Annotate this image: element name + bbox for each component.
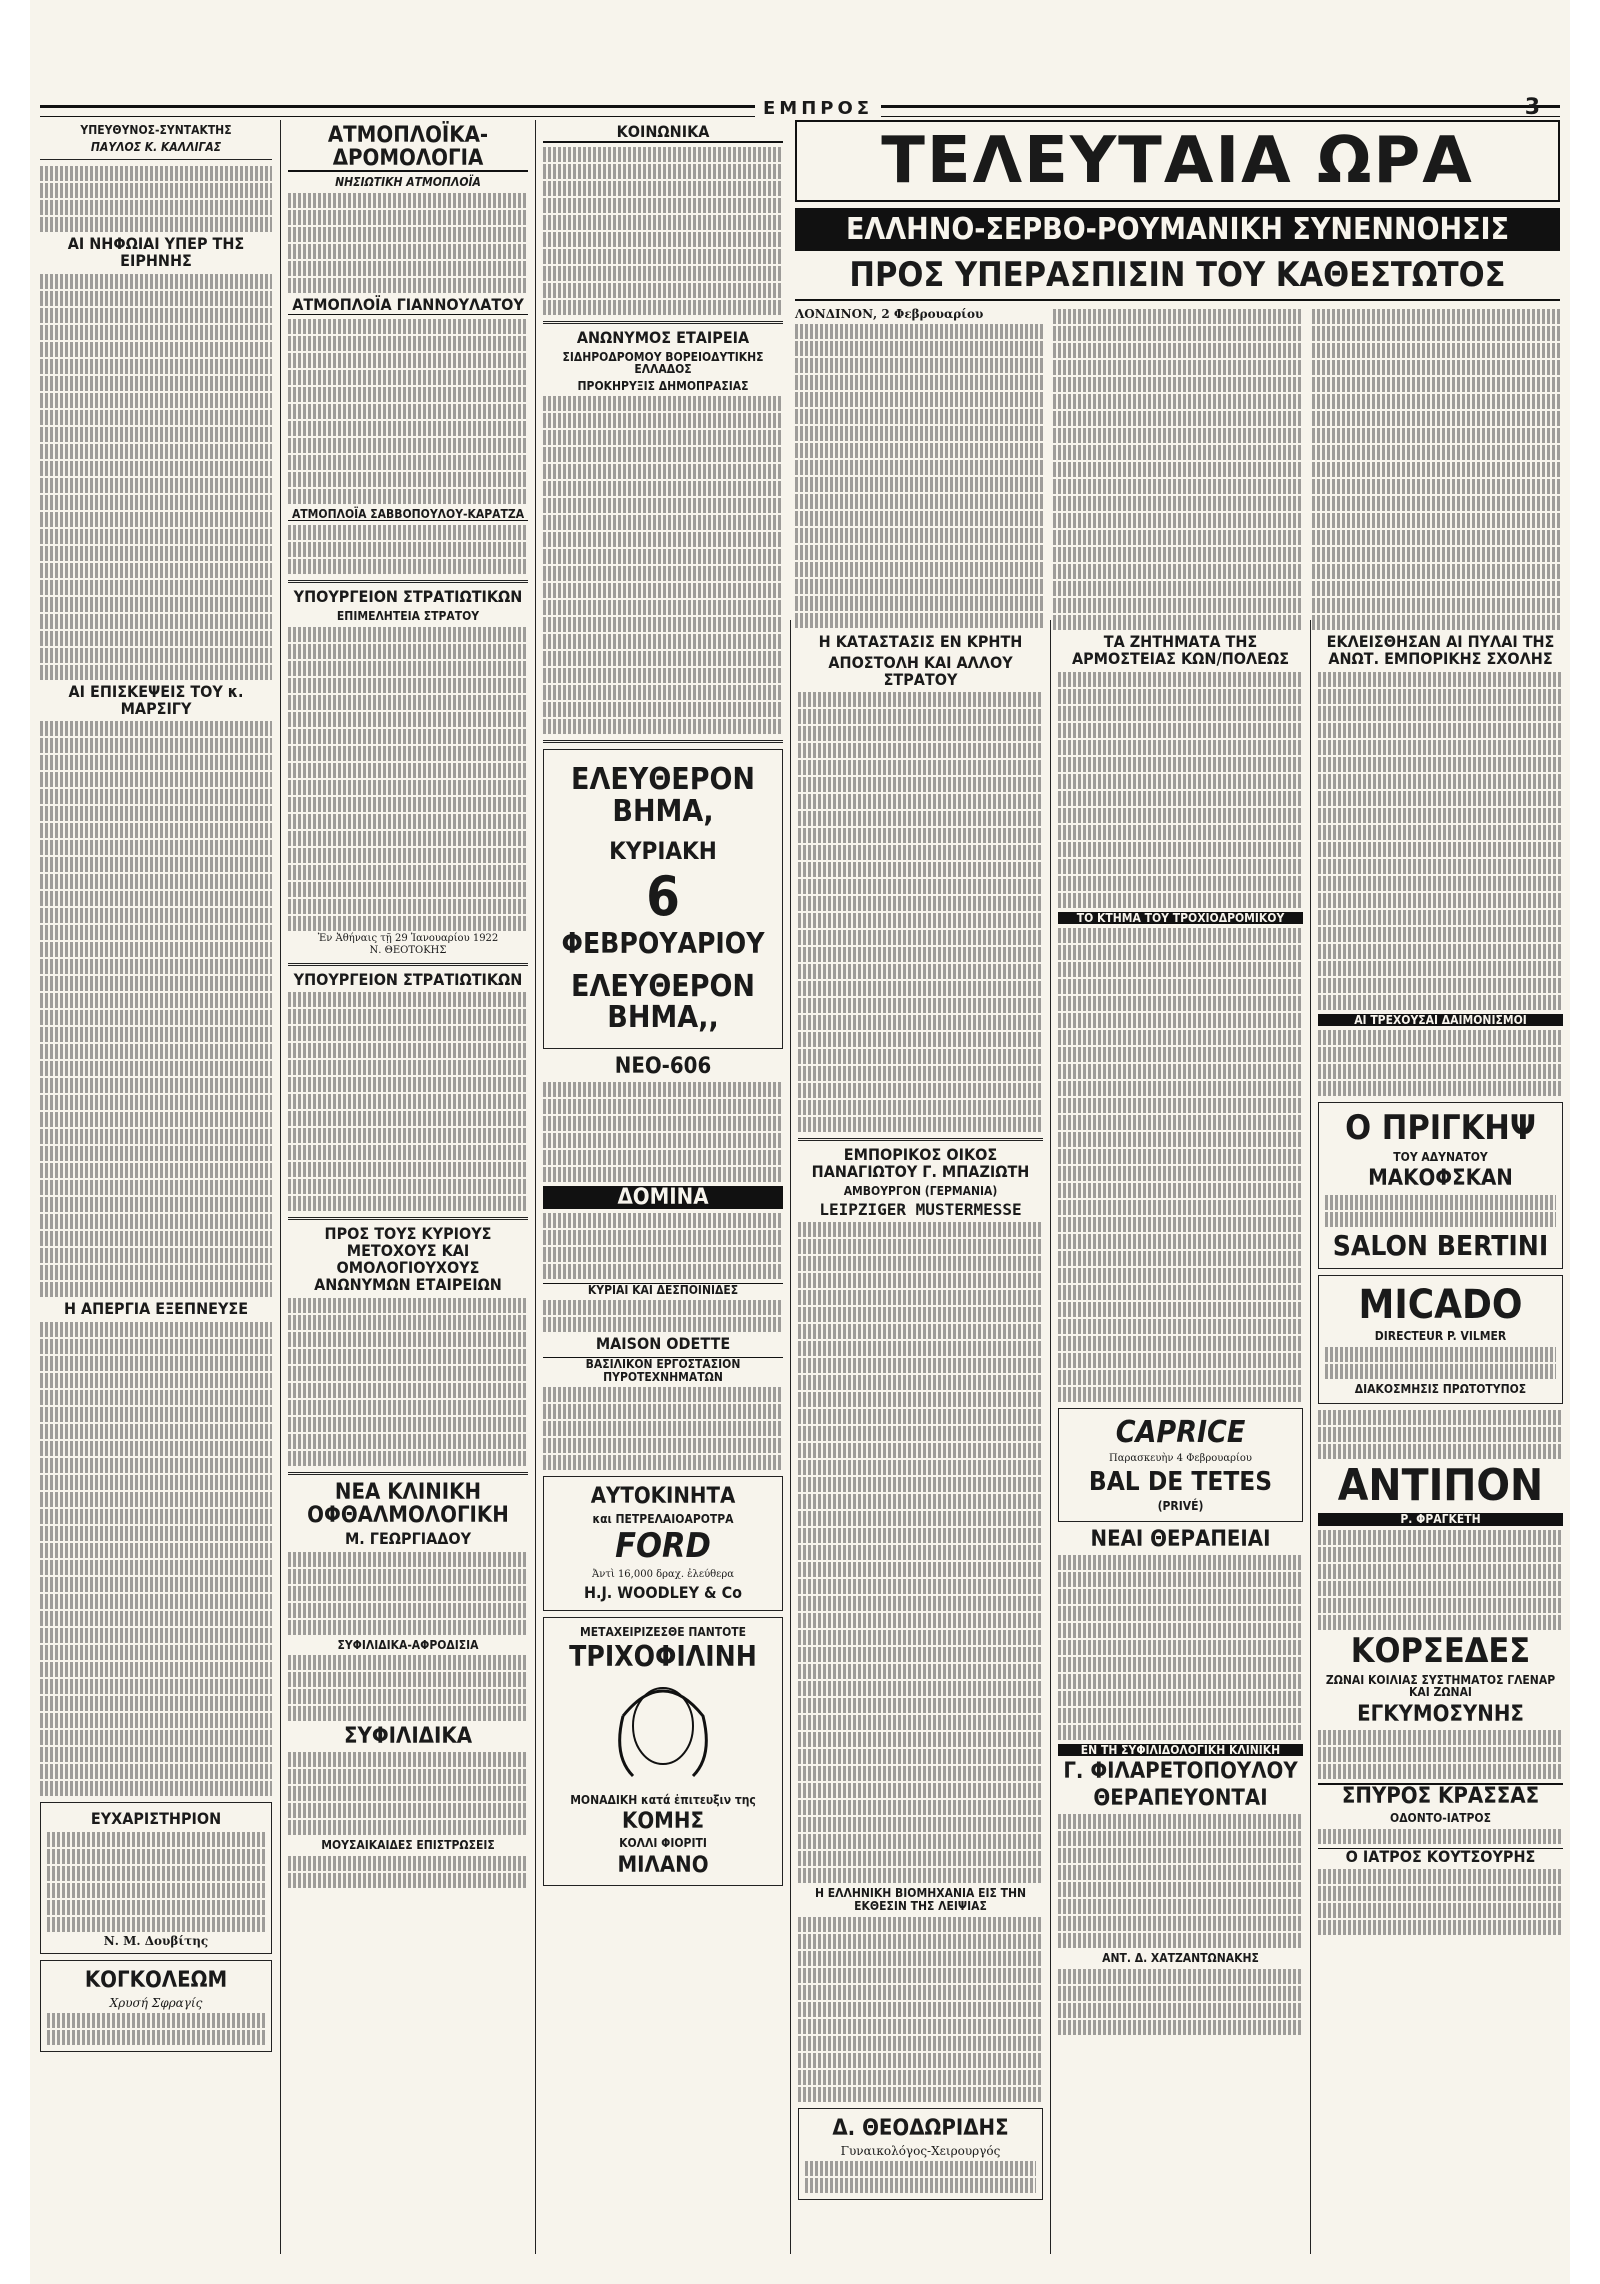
- article-text: [1318, 1869, 1563, 1935]
- ad-cognac: ΚΟΓΚΟΛΕΩΜ: [84, 1967, 228, 1993]
- article-text: [1318, 1530, 1563, 1630]
- ad-krassas: ΣΠΥΡΟΣ ΚΡΑΣΣΑΣ: [1318, 1783, 1563, 1808]
- column-2: [288, 120, 528, 2254]
- ad-cognac-sub: Χρυσή Σφραγίς: [109, 1996, 203, 2011]
- headline-strike: Η ΑΠΕΡΓΙΑ ΕΞΕΠΝΕΥΣΕ: [63, 1299, 249, 1319]
- subhead-ministry: ΕΠΙΜΕΛΗΤΕΙΑ ΣΤΡΑΤΟΥ: [336, 608, 480, 623]
- article-text: [1318, 1829, 1563, 1844]
- headline-ministry: ΥΠΟΥΡΓΕΙΟΝ ΣΤΡΑΤΙΩΤΙΚΩΝ: [293, 587, 523, 607]
- article-text: [1325, 1195, 1556, 1227]
- ad-hair-komis: ΚΟΜΗΣ: [622, 1809, 704, 1835]
- headline-shipping: ΑΤΜΟΠΛΟΪΚΑ-ΔΡΟΜΟΛΟΓΙΑ: [288, 124, 528, 172]
- headline-giannoulatou: ΑΤΜΟΠΛΟΪΑ ΓΙΑΝΝΟΥΛΑΤΟΥ: [288, 297, 528, 315]
- ad-vima-title: ΕΛΕΥΘΕΡΟΝ ΒΗΜΑ,: [571, 762, 755, 829]
- ad-syphilis: ΣΥΦΙΛΙΔΙΚΑ: [343, 1724, 473, 1750]
- ad-ford: FORD: [615, 1526, 711, 1567]
- ad-prive: (PRIVÉ): [1157, 1498, 1204, 1513]
- ad-mosaics: ΜΟΥΣΑΙΚΑΙΔΕΣ ΕΠΙΣΤΡΩΣΕΙΣ: [321, 1838, 495, 1853]
- article-text: [40, 1322, 272, 1796]
- ad-chatzantonakis: ΑΝΤ. Δ. ΧΑΤΖΑΝΤΩΝΑΚΗΣ: [1102, 1951, 1259, 1966]
- article-text: [288, 525, 528, 574]
- ad-vima-title-2: ΕΛΕΥΘΕΡΟΝ ΒΗΜΑ,,: [571, 968, 755, 1036]
- ad-vima-number: 6: [646, 864, 680, 928]
- article-text: [288, 1552, 528, 1635]
- article-text: [288, 319, 528, 504]
- article-text: [1058, 1814, 1303, 1948]
- ad-vima-day: ΚΥΡΙΑΚΗ: [609, 837, 717, 866]
- column-5: [1058, 630, 1303, 2254]
- column-rule: [790, 620, 791, 2254]
- subhead-hamburg: ΑΜΒΟΥΡΓΟΝ (ΓΕΡΜΑΝΙΑ): [843, 1183, 998, 1198]
- notice-signature: Ν. ΘΕΟΤΟΚΗΣ: [369, 944, 447, 956]
- article-text: [798, 1917, 1043, 2102]
- ad-koutsouris: Ο ΙΑΤΡΟΣ ΚΟΥΤΣΟΥΡΗΣ: [1318, 1848, 1563, 1866]
- ad-maison-odette: MAISON ODETTE: [595, 1334, 731, 1354]
- article-text: [1058, 928, 1303, 1402]
- newspaper-page: [30, 0, 1570, 2284]
- subhead-shipping: ΝΗΣΙΩΤΙΚΗ ΑΤΜΟΠΛΟΪΑ: [335, 175, 481, 190]
- article-text: [1058, 1969, 1303, 2035]
- subhead-auction: ΠΡΟΚΗΡΥΞΙΣ ΔΗΜΟΠΡΑΣΙΑΣ: [577, 378, 749, 393]
- ad-vima-month: ΦΕΒΡΟΥΑΡΙΟΥ: [561, 927, 765, 961]
- ad-antipon: ΑΝΤΙΠΟΝ: [1337, 1460, 1544, 1512]
- article-text: [1053, 309, 1301, 630]
- ad-cars: ΑΥΤΟΚΙΝΗΤΑ: [590, 1484, 736, 1510]
- headline-treated: ΘΕΡΑΠΕΥΟΝΤΑΙ: [1093, 1786, 1268, 1812]
- article-text: [47, 1832, 265, 1932]
- headline-tram: ΤΟ ΚΤΗΜΑ ΤΟΥ ΤΡΟΧΙΟΔΡΟΜΙΚΟΥ: [1058, 912, 1303, 925]
- article-text: [543, 1387, 783, 1470]
- banner-last-hour: ΤΕΛΕΥΤΑΙΑ ΩΡΑ: [795, 120, 1560, 202]
- subhead-status-quo: ΠΡΟΣ ΥΠΕΡΑΣΠΙΣΙΝ ΤΟΥ ΚΑΘΕΣΤΩΤΟΣ: [795, 251, 1560, 301]
- article-text: [288, 193, 528, 293]
- ad-krassas-sub: ΟΔΟΝΤΟ-ΙΑΤΡΟΣ: [1390, 1810, 1491, 1825]
- article-text: [798, 1222, 1043, 1883]
- ad-theodoridis-sub: Γυναικολόγος-Χειρουργός: [840, 2143, 1001, 2158]
- ad-tractors: και ΠΕΤΡΕΛΑΙΟΑΡΟΤΡΑ: [592, 1511, 734, 1526]
- story-dateline: ΛΟΝΔΙΝΟΝ, 2 Φεβρουαρίου: [795, 307, 984, 321]
- ad-caprice-date: Παρασκευὴν 4 Φεβρουαρίου: [1108, 1452, 1253, 1464]
- column-1: [40, 120, 272, 2254]
- article-text: [543, 1213, 783, 1279]
- article-text: [543, 1082, 783, 1182]
- ad-eye-clinic: ΝΕΑ ΚΛΙΝΙΚΗ ΟΦΘΑΛΜΟΛΟΓΙΚΗ: [307, 1479, 509, 1528]
- headline-peace: ΑΙ ΝΗΦΩΙΑΙ ΥΠΕΡ ΤΗΣ ΕΙΡΗΝΗΣ: [67, 234, 245, 270]
- ad-theodoridis: Δ. ΘΕΟΔΩΡΙΔΗΣ: [832, 2115, 1009, 2141]
- headline-ministry-2: ΥΠΟΥΡΓΕΙΟΝ ΣΤΡΑΤΙΩΤΙΚΩΝ: [293, 969, 523, 989]
- ad-woodley: H.J. WOODLEY & Co: [583, 1582, 743, 1602]
- headline-savvopoulou: ΑΤΜΟΠΛΟΪΑ ΣΑΒΒΟΠΟΥΛΟΥ-ΚΑΡΑΤΖΑ: [288, 508, 528, 522]
- headline-industry: Η ΕΛΛΗΝΙΚΗ ΒΙΟΜΗΧΑΝΙΑ ΕΙΣ ΤΗΝ ΕΚΘΕΣΙΝ ΤΗΣ ΛΕΙΨΙΑΣ: [814, 1886, 1027, 1913]
- masthead-title: ΕΜΠΡΟΣ: [755, 98, 881, 119]
- article-text: [1318, 1730, 1563, 1779]
- headline-school: ΕΚΛΕΙΣΘΗΣΑΝ ΑΙ ΠΥΛΑΙ ΤΗΣ ΑΝΩΤ. ΕΜΠΟΡΙΚΗΣ ΣΧΟΛΗΣ: [1326, 632, 1555, 668]
- headline-thanks: ΕΥΧΑΡΙΣΤΗΡΙΟΝ: [90, 1809, 222, 1829]
- ad-korsedes: ΚΟΡΣΕΔΕΣ: [1350, 1630, 1531, 1671]
- column-3: [543, 120, 783, 2254]
- article-text: [795, 324, 1043, 628]
- headline-shareholders: ΠΡΟΣ ΤΟΥΣ ΚΥΡΙΟΥΣ ΜΕΤΟΧΟΥΣ ΚΑΙ ΟΜΟΛΟΓΙΟΥΧΟΥΣ ΑΝΩΝΥΜΩΝ ΕΤΑΙΡΕΙΩΝ: [314, 1224, 502, 1294]
- headline-new-therapies: ΝΕΑΙ ΘΕΡΑΠΕΙΑΙ: [1090, 1526, 1271, 1552]
- article-text: [798, 692, 1043, 1132]
- ad-antipon-sub: Ρ. ΦΡΑΓΚΕΤΗ: [1318, 1513, 1563, 1526]
- ad-bal-de-tetes: BAL DE TETES: [1088, 1466, 1273, 1497]
- editor-name: ΠΑΥΛΟΣ Κ. ΚΑΛΛΙΓΑΣ: [90, 139, 222, 154]
- headline-filaretopoulou: Γ. ΦΙΛΑΡΕΤΟΠΟΥΛΟΥ: [1063, 1759, 1298, 1785]
- article-text: [543, 396, 783, 734]
- headline-demonisms: ΑΙ ΤΡΕΧΟΥΣΑΙ ΔΑΙΜΟΝΙΣΜΟΙ: [1318, 1014, 1563, 1027]
- column-rule: [535, 120, 536, 2254]
- column-rule: [280, 120, 281, 2254]
- subhead-leipzig: LEIPZIGER MUSTERMESSE: [819, 1199, 1022, 1219]
- article-text: [288, 627, 528, 931]
- ad-prince: Ο ΠΡΙΓΚΗΨ: [1345, 1108, 1536, 1149]
- headline-crete: Η ΚΑΤΑΣΤΑΣΙΣ ΕΝ ΚΡΗΤΗ: [818, 632, 1023, 651]
- column-6: [1318, 630, 1563, 2254]
- editor-label: ΥΠΕΥΘΥΝΟΣ-ΣΥΝΤΑΚΤΗΣ: [80, 123, 232, 137]
- ad-hair-product: ΤΡΙΧΟΦΙΛΙΝΗ: [569, 1640, 757, 1674]
- page-number: 3: [1524, 95, 1540, 120]
- article-text: [543, 1300, 783, 1332]
- headline-railway: ΑΝΩΝΥΜΟΣ ΕΤΑΙΡΕΙΑ: [576, 327, 750, 347]
- subhead-railway: ΣΙΔΗΡΟΔΡΟΜΟΥ ΒΟΡΕΙΟΔΥΤΙΚΗΣ ΕΛΛΑΔΟΣ: [562, 349, 764, 377]
- ad-micado-director: DIRECTEUR P. VILMER: [1374, 1328, 1507, 1343]
- ad-eye-doctor: Μ. ΓΕΩΡΓΙΑΔΟΥ: [344, 1528, 472, 1548]
- article-text: [1318, 1030, 1563, 1096]
- ad-hats: ΚΥΡΙΑΙ ΚΑΙ ΔΕΣΠΟΙΝΙΔΕΣ: [543, 1283, 783, 1297]
- article-text: [288, 1752, 528, 1835]
- headline-entente: ΕΛΛΗΝΟ-ΣΕΡΒΟ-ΡΟΥΜΑΝΙΚΗ ΣΥΝΕΝΝΟΗΣΙΣ: [795, 208, 1560, 251]
- article-text: [1318, 672, 1563, 1010]
- article-text: [288, 1655, 528, 1721]
- article-text: [1325, 1347, 1556, 1379]
- article-text: [805, 2161, 1036, 2193]
- headline-clinic: ΕΝ ΤΗ ΣΥΦΙΛΙΔΟΛΟΓΙΚΗ ΚΛΙΝΙΚΗ: [1058, 1744, 1303, 1757]
- ad-hair-use: ΜΕΤΑΧΕΙΡΙΖΕΣΘΕ ΠΑΝΤΟΤΕ: [579, 1624, 747, 1639]
- ad-neo606: ΝΕΟ-606: [614, 1053, 712, 1079]
- article-text: [288, 992, 528, 1211]
- ad-prince-of: ΤΟΥ ΑΔΥΝΑΤΟΥ: [1393, 1149, 1488, 1164]
- headline-commission: ΤΑ ΖΗΤΗΜΑΤΑ ΤΗΣ ΑΡΜΟΣΤΕΙΑΣ ΚΩΝ/ΠΟΛΕΩΣ: [1071, 632, 1290, 668]
- ad-caprice: CAPRICE: [1115, 1415, 1246, 1451]
- ad-hair-city: ΜΙΛΑΝΟ: [617, 1852, 709, 1878]
- notice-date: Ἐν Ἀθήναις τῇ 29 Ἰανουαρίου 1922: [317, 932, 499, 944]
- article-text: [40, 721, 272, 1297]
- article-text: [40, 166, 272, 232]
- ad-micado-decor: ΔΙΑΚΟΣΜΗΣΙΣ ΠΡΩΤΟΤΥΠΟΣ: [1354, 1381, 1527, 1396]
- article-text: [1058, 1555, 1303, 1740]
- ad-syphilis-aphrodisia: ΣΥΦΙΛΙΔΙΚΑ-ΑΦΡΟΔΙΣΙΑ: [337, 1637, 479, 1652]
- top-story: [795, 120, 1560, 632]
- article-text: [1318, 1410, 1563, 1459]
- ad-fireworks: ΒΑΣΙΛΙΚΟΝ ΕΡΓΟΣΤΑΣΙΟΝ ΠΥΡΟΤΕΧΝΗΜΑΤΩΝ: [543, 1357, 783, 1383]
- ad-makofskan: ΜΑΚΟΦΣΚΑΝ: [1368, 1166, 1513, 1192]
- headline-marsigy: ΑΙ ΕΠΙΣΚΕΨΕΙΣ ΤΟΥ κ. ΜΑΡΣΙΓΥ: [68, 681, 244, 718]
- headline-bazioti: ΕΜΠΟΡΙΚΟΣ ΟΙΚΟΣ ΠΑΝΑΓΙΩΤΟΥ Γ. ΜΠΑΖΙΩΤΗ: [811, 1145, 1030, 1182]
- ad-korsedes-pregnancy: ΕΓΚΥΜΟΣΥΝΗΣ: [1357, 1701, 1524, 1727]
- article-text: [543, 147, 783, 315]
- article-text: [288, 1298, 528, 1466]
- column-rule: [1050, 620, 1051, 2254]
- article-text: [1312, 309, 1560, 630]
- ad-ford-price: Ἀντὶ 16,000 δραχ. ἐλεύθερα: [592, 1568, 734, 1580]
- thanks-signature: Ν. Μ. Δουβίτης: [103, 1933, 209, 1948]
- ad-hair-maker: ΚΟΛΛΙ ΦΙΟΡΙΤΙ: [619, 1836, 707, 1851]
- ad-micado: MICADO: [1358, 1281, 1523, 1328]
- article-text: [47, 2013, 265, 2045]
- article-text: [40, 274, 272, 680]
- woman-portrait-icon: [550, 1676, 776, 1786]
- subhead-crete: ΑΠΟΣΤΟΛΗ ΚΑΙ ΑΛΛΟΥ ΣΤΡΑΤΟΥ: [828, 652, 1013, 689]
- article-text: [1058, 672, 1303, 908]
- ad-salon-bertini: SALON BERTINI: [1332, 1228, 1549, 1262]
- article-text: [288, 1856, 528, 1888]
- column-rule: [1310, 620, 1311, 2254]
- headline-social: ΚΟΙΝΩΝΙΚΑ: [543, 124, 783, 143]
- ad-korsedes-belts: ΖΩΝΑΙ ΚΟΙΛΙΑΣ ΣΥΣΤΗΜΑΤΟΣ ΓΛΕΝΑΡ ΚΑΙ ΖΩΝΑΙ: [1325, 1672, 1556, 1700]
- column-4: [798, 630, 1043, 2254]
- ad-hair-tagline: ΜΟΝΑΔΙΚΗ κατά ἐπιτευξιν της: [570, 1792, 756, 1807]
- ad-domina: ΔΟΜΙΝΑ: [543, 1186, 783, 1209]
